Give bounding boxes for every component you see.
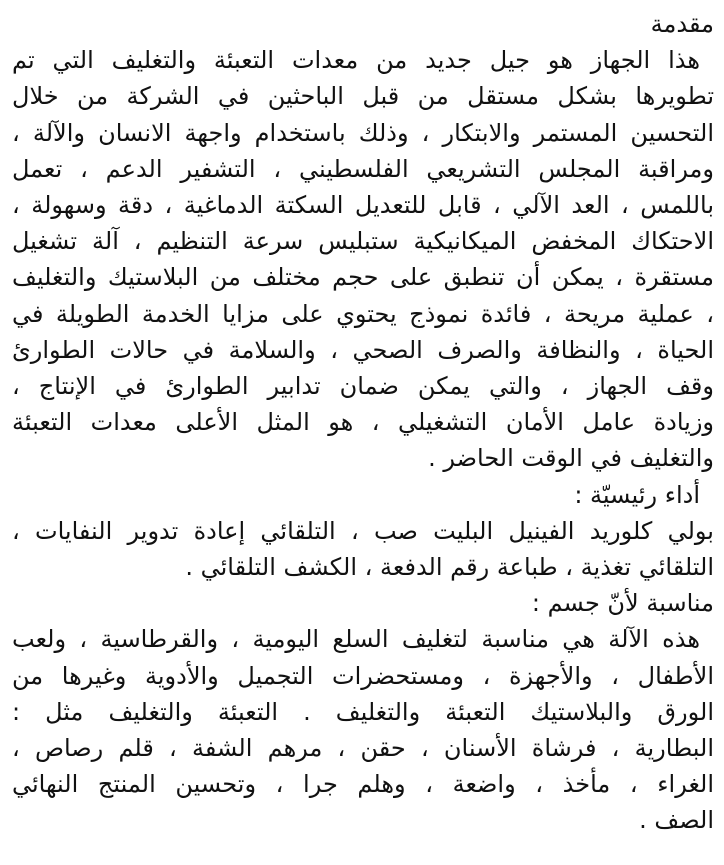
paragraph-line-last: والتغليف في الوقت الحاضر .	[428, 444, 714, 473]
paragraph-line: هذا الجهاز هو جيل جديد من معدات التعبئة والتغليف التي تم	[12, 46, 700, 75]
paragraph-line: باللمس ، العد الآلي ، قابل للتعديل السكتة الدماغية ، دقة وسهولة ،	[12, 191, 714, 220]
paragraph-line: بولي كلوريد الفينيل البليت صب ، التلقائي إعادة تدوير النفايات ،	[12, 516, 714, 545]
paragraph-line: مستقرة ، يمكن أن تنطبق على حجم مختلف من البلاستيك والتغليف	[12, 263, 714, 292]
section-heading-suitable: مناسبة لأنّ جسم :	[531, 589, 714, 618]
paragraph-line: الورق والبلاستيك التعبئة والتغليف . التعبئة والتغليف مثل :	[12, 697, 714, 726]
paragraph-line-last: التلقائي تغذية ، طباعة رقم الدفعة ، الكشف التلقائي .	[185, 553, 714, 582]
section-heading-intro: مقدمة	[650, 10, 714, 38]
section-heading-performance: أداء رئيسيّة :	[574, 480, 700, 509]
paragraph-line: هذه الآلة هي مناسبة لتغليف السلع اليومية ، والقرطاسية ، ولعب	[12, 625, 700, 654]
paragraph-line: وزيادة عامل الأمان التشغيلي ، هو المثل الأعلى معدات التعبئة	[12, 408, 714, 437]
paragraph-line: ومراقبة المجلس التشريعي الفلسطيني ، التشفير الدعم ، تعمل	[12, 154, 714, 183]
paragraph-line: تطويرها بشكل مستقل من قبل الباحثين في الشركة من خلال	[12, 82, 714, 111]
paragraph-line: الحياة ، والنظافة والصرف الصحي ، والسلامة في حالات الطوارئ	[12, 335, 714, 364]
paragraph-line: الأطفال ، والأجهزة ، ومستحضرات التجميل والأدوية وغيرها من	[12, 661, 714, 690]
paragraph-line: البطارية ، فرشاة الأسنان ، حقن ، مرهم الشفة ، قلم رصاص ،	[12, 734, 714, 763]
paragraph-line-last: الصف .	[639, 806, 714, 835]
paragraph-line: ، عملية مريحة ، فائدة نموذج يحتوي على مزايا الخدمة الطويلة في	[12, 299, 714, 328]
paragraph-line: الاحتكاك المخفض الميكانيكية ستبليس سرعة التنظيم ، آلة تشغيل	[12, 227, 714, 256]
paragraph-line: التحسين المستمر والابتكار ، وذلك باستخدام واجهة الانسان والآلة ،	[12, 118, 714, 147]
paragraph-line: الغراء ، مأخذ ، واضعة ، وهلم جرا ، وتحسين المنتج النهائي	[12, 770, 714, 799]
paragraph-line: وقف الجهاز ، والتي يمكن ضمان تدابير الطوارئ في الإنتاج ،	[12, 372, 714, 401]
